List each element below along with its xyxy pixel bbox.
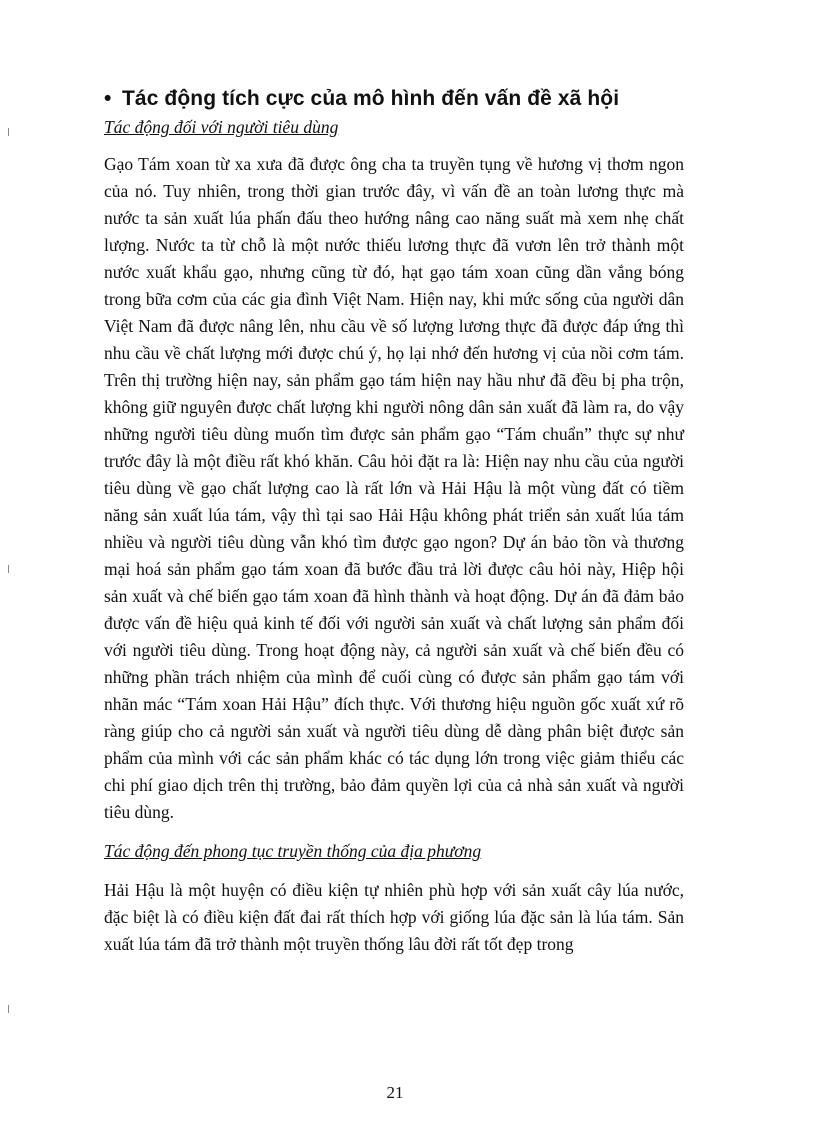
page-number: 21 <box>386 1083 404 1102</box>
paragraph-traditions: Hải Hậu là một huyện có điều kiện tự nhiên phù hợp với sản xuất cây lúa nước, đặc biệt là có điều kiện đất đai rất thích hợp với giống lúa đặc sản là lúa tám. Sản xuất lúa tám đã trở thành một truyền thống lâu đời rất tốt đẹp trong <box>104 880 684 954</box>
subheading-traditions: Tác động đến phong tục truyền thống của địa phương <box>104 841 482 861</box>
margin-tick <box>8 565 9 573</box>
subheading-consumers: Tác động đối với người tiêu dùng <box>104 117 339 137</box>
heading-text: Tác động tích cực của mô hình đến vấn đề xã hội <box>122 87 620 110</box>
section-heading <box>104 84 684 114</box>
bullet-icon: • <box>104 87 112 110</box>
margin-tick <box>8 128 9 136</box>
paragraph-consumers: Gạo Tám xoan từ xa xưa đã được ông cha ta truyền tụng về hương vị thơm ngon của nó. Tuy nhiên, trong thời gian trước đây, vì vấn đề an toàn lương thực mà nước ta sản xuất lúa phấn đấu theo hướng nâng cao năng suất mà xem nhẹ chất lượng. Nước ta từ chỗ là một nước thiếu lương thực đã vươn lên trở thành một nước xuất khẩu gạo, nhưng cũng từ đó, hạt gạo tám xoan cũng dần vắng bóng trong bữa cơm của các gia đình Việt Nam. Hiện nay, khi mức sống của người dân Việt Nam đã được nâng lên, nhu cầu về số lượng lương thực đã được đáp ứng thì nhu cầu về chất lượng mới được chú ý, họ lại nhớ đến hương vị của nồi cơm tám. Trên thị trường hiện nay, sản phẩm gạo tám hiện nay hầu như đã đều bị pha trộn, không giữ nguyên được chất lượng khi người nông dân sản xuất đã làm ra, do vậy những người tiêu dùng muốn tìm được sản phẩm gạo “Tám chuẩn” thực sự như trước đây là một điều rất khó khăn. Câu hỏi đặt ra là: Hiện nay nhu cầu của người tiêu dùng về gạo chất lượng cao là rất lớn và Hải Hậu là một vùng đất có tiềm năng sản xuất lúa tám, vậy thì tại sao Hải Hậu không phát triển sản xuất lúa tám nhiều và người tiêu dùng vẫn khó tìm được gạo ngon? Dự án bảo tồn và thương mại hoá sản phẩm gạo tám xoan đã bước đầu trả lời được câu hỏi này, Hiệp hội sản xuất và chế biến gạo tám xoan đã hình thành và hoạt động. Dự án đã đảm bảo được vấn đề hiệu quả kinh tế đối với người sản xuất và chất lượng sản phẩm đối với người tiêu dùng. Trong hoạt động này, cả người sản xuất và chế biến đều có những phần trách nhiệm của mình để cuối cùng có được sản phẩm gạo tám với nhãn mác “Tám xoan Hải Hậu” đích thực. Với thương hiệu nguồn gốc xuất xứ rõ ràng giúp cho cả người sản xuất và người tiêu dùng dễ dàng phân biệt được sản phẩm của mình với các sản phẩm khác có tác dụng lớn trong việc giảm thiểu các chi phí giao dịch trên thị trường, bảo đảm quyền lợi của cả nhà sản xuất và người tiêu dùng. <box>104 154 684 822</box>
margin-tick <box>8 1005 9 1013</box>
page-content <box>104 84 684 958</box>
